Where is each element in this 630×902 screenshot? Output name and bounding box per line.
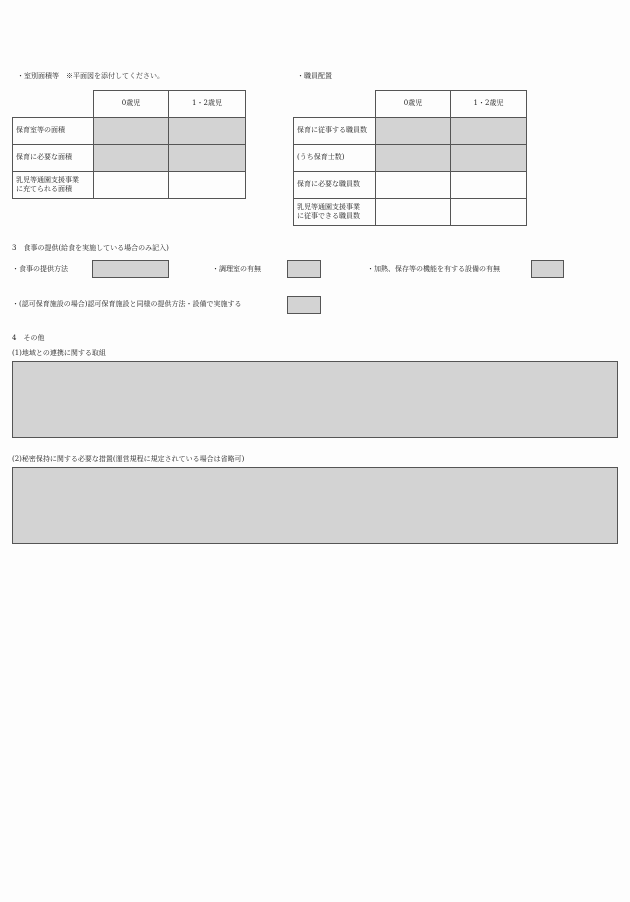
area-table bbox=[12, 90, 246, 199]
area-row-label-room: 保育室等の面積 bbox=[13, 118, 94, 145]
other-section-heading: 4 その他 bbox=[12, 334, 45, 342]
area-input-support-age12[interactable] bbox=[169, 172, 246, 199]
staff-row-label-nursery-teachers: (うち保育士数) bbox=[294, 145, 376, 172]
meal-method-input[interactable] bbox=[92, 260, 169, 278]
staff-input-support-age12[interactable] bbox=[451, 199, 527, 226]
staff-input-required-age0[interactable] bbox=[376, 172, 451, 199]
staff-row-label-support: 乳児等通園支援事業 に従事できる職員数 bbox=[294, 199, 376, 226]
area-input-required-age0[interactable] bbox=[94, 145, 169, 172]
staff-table bbox=[293, 90, 527, 226]
kitchen-input[interactable] bbox=[287, 260, 321, 278]
meal-method-label: ・食事の提供方法 bbox=[12, 265, 68, 273]
staff-input-engaged-age12[interactable] bbox=[451, 118, 527, 145]
area-header-age0: 0歳児 bbox=[94, 91, 169, 118]
same-method-label: ・(認可保育施設の場合)認可保育施設と同様の提供方法・設備で実施する bbox=[12, 300, 242, 308]
area-input-room-age0[interactable] bbox=[94, 118, 169, 145]
area-corner-cell bbox=[13, 91, 94, 118]
staff-corner-cell bbox=[294, 91, 376, 118]
area-section-heading: ・室別面積等 ※平面図を添付してください。 bbox=[17, 72, 164, 80]
confidentiality-label: (2)秘密保持に関する必要な措置(運営規程に規定されている場合は省略可) bbox=[12, 455, 245, 463]
staff-header-age0: 0歳児 bbox=[376, 91, 451, 118]
staff-input-support-age0[interactable] bbox=[376, 199, 451, 226]
area-row-label-required: 保育に必要な面積 bbox=[13, 145, 94, 172]
community-textarea[interactable] bbox=[12, 361, 618, 438]
meal-section-heading: 3 食事の提供(給食を実施している場合のみ記入) bbox=[12, 244, 169, 252]
staff-input-teachers-age0[interactable] bbox=[376, 145, 451, 172]
staff-input-required-age12[interactable] bbox=[451, 172, 527, 199]
area-input-room-age12[interactable] bbox=[169, 118, 246, 145]
staff-input-teachers-age12[interactable] bbox=[451, 145, 527, 172]
area-row-label-support: 乳児等通園支援事業 に充てられる面積 bbox=[13, 172, 94, 199]
area-input-required-age12[interactable] bbox=[169, 145, 246, 172]
staff-row-label-engaged: 保育に従事する職員数 bbox=[294, 118, 376, 145]
staff-section-heading: ・職員配置 bbox=[297, 72, 332, 80]
kitchen-label: ・調理室の有無 bbox=[212, 265, 261, 273]
staff-input-engaged-age0[interactable] bbox=[376, 118, 451, 145]
staff-header-age12: 1・2歳児 bbox=[451, 91, 527, 118]
confidentiality-textarea[interactable] bbox=[12, 467, 618, 544]
same-method-input[interactable] bbox=[287, 296, 321, 314]
heating-equipment-label: ・加熱、保存等の機能を有する設備の有無 bbox=[367, 265, 500, 273]
area-header-age12: 1・2歳児 bbox=[169, 91, 246, 118]
community-label: (1)地域との連携に関する取組 bbox=[12, 349, 106, 357]
area-input-support-age0[interactable] bbox=[94, 172, 169, 199]
heating-equipment-input[interactable] bbox=[531, 260, 564, 278]
staff-row-label-required: 保育に必要な職員数 bbox=[294, 172, 376, 199]
